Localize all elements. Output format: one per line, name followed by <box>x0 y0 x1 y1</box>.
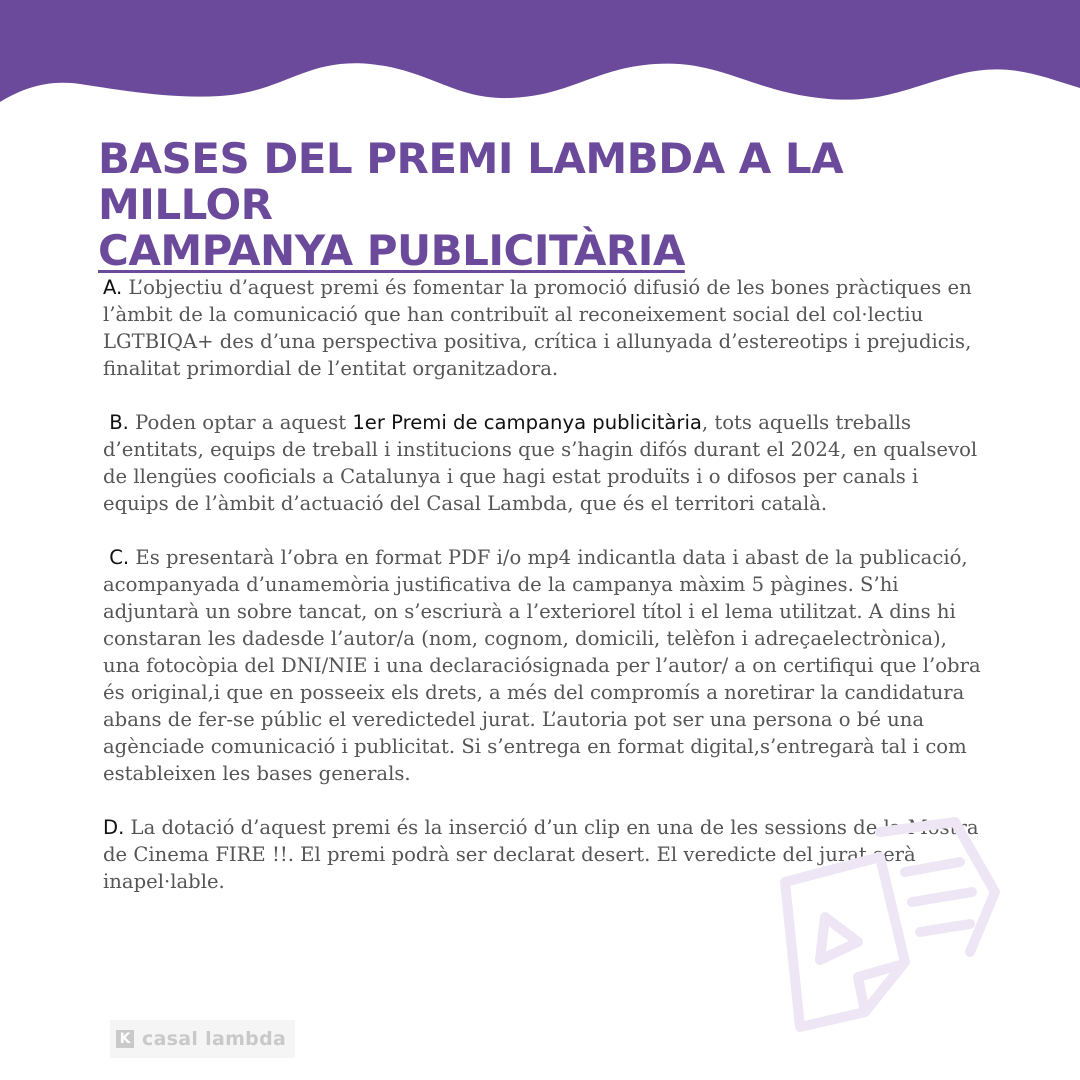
title-line-2: CAMPANYA PUBLICITÀRIA <box>98 226 685 275</box>
casal-lambda-logo <box>110 1020 295 1058</box>
section-b-text: , tots aquells treballs d’entitats, equips de treball i institucions que s’hagin difós durant el 2024, en qualsevol de llengües cooficials a Catalunya i que hagi estat produïts i o difosos per canals i equips de l’àmbit d’actuació del Casal Lambda, que és el territori català. <box>103 411 978 515</box>
section-d-marker: D. <box>103 816 125 839</box>
section-c <box>103 544 983 787</box>
title-line-1: BASES DEL PREMI LAMBDA A LA MILLOR <box>98 134 844 229</box>
section-a <box>103 274 983 382</box>
logo-text: casal lambda <box>142 1028 287 1050</box>
section-a-text: L’objectiu d’aquest premi és fomentar la promoció difusió de les bones pràctiques en l’àmbit de la comunicació que han contribuït al reconeixement social del col·lectiu LGTBIQA+ des d’una perspectiva positiva, crítica i allunyada d’estereotips i prejudicis, finalitat primordial de l’entitat organitzadora. <box>103 276 972 380</box>
section-b-highlight: 1er Premi de campanya publicitària <box>352 411 702 434</box>
section-c-text: Es presentarà l’obra en format PDF i/o mp4 indicantla data i abast de la publicació, acompanyada d’unamemòria justificativa de la campanya màxim 5 pàgines. S’hi adjuntarà un sobre tancat, on s’escriurà a l’exteriorel títol i el lema utilitzat. A dins hi constaran les dadesde l’autor/a (nom, cognom, domicili, telèfon i adreçaelectrònica), una fotocòpia del DNI/NIE i una declaraciósignada per l’autor/ a on certifiqui que l’obra és original,i que en posseeix els drets, a més del compromís a noretirar la candidatura abans de fer-se públic el veredictedel jurat. L’autoria pot ser una persona o bé una agènciade comunicació i publicitat. Si s’entrega en format digital,s’entregarà tal i com estableixen les bases generals. <box>103 546 981 785</box>
page-title <box>98 136 998 274</box>
lambda-logo-icon: K <box>116 1030 134 1048</box>
document-video-icon <box>740 812 1010 1042</box>
section-a-marker: A. <box>103 276 123 299</box>
wave-header <box>0 0 1080 120</box>
section-b-intro: Poden optar a aquest <box>128 411 353 434</box>
section-b-marker: B. <box>109 411 129 434</box>
section-d-text: La dotació d’aquest premi és la inserció d’un clip en una de les sessions de la Mostra de Cinema FIRE !!. El premi podrà ser declarat desert. El veredicte del jurat serà inapel·lable. <box>103 816 979 893</box>
section-c-marker: C. <box>109 546 130 569</box>
section-b <box>103 409 983 517</box>
